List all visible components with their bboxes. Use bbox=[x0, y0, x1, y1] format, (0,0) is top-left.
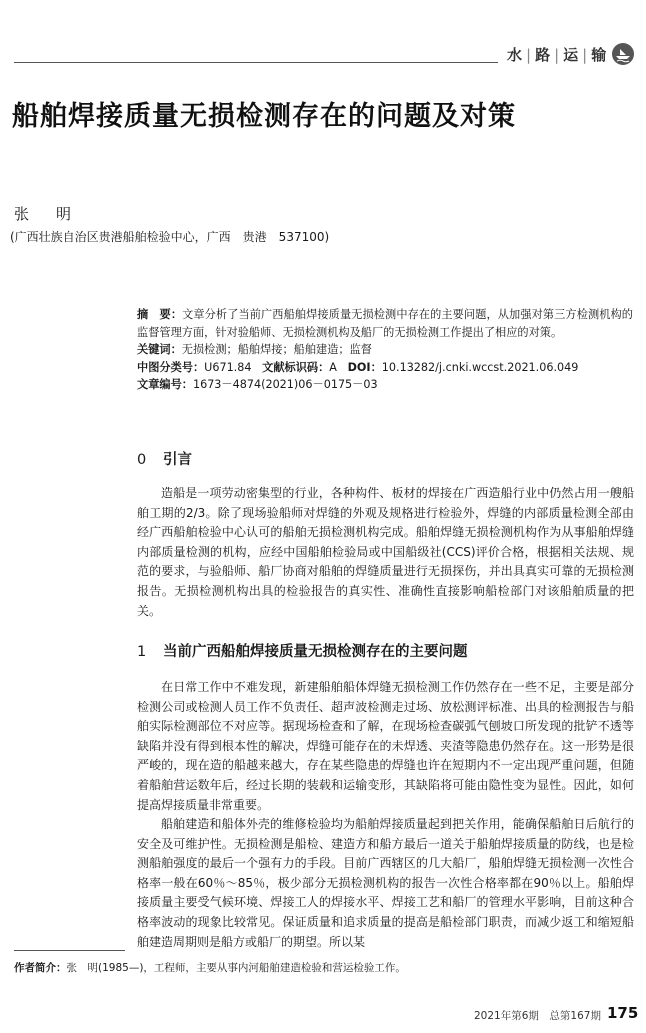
body-paragraph: 在日常工作中不难发现，新建船舶船体焊缝无损检测工作仍然存在一些不足，主要是部分检测公司或检测人员工作不负责任、超声波检测走过场、放松测评标准、出具的检测报告与船舶实际检测部位不对应等。据现场检查和了解，在现场检查碳弧气刨坡口所发现的批铲不透等缺陷并没有得到根本性的解决，焊缝可能存在的未焊透、夹渣等隐患仍然存在。这一形势是很严峻的，现在造的船越来越大，存在某些隐患的焊缝也许在短期内不一定出现严重问题，但随着船舶营运数年后，经过长期的装载和运输变形，其缺陷将可能由隐性变为显性。因此，如何提高焊接质量非常重要。 bbox=[137, 680, 634, 812]
article-title: 船舶焊接质量无损检测存在的问题及对策 bbox=[12, 101, 516, 132]
issue-info: 2021年第6期 总第167期 bbox=[474, 1010, 601, 1022]
footnote-text: 张 明(1985—)，工程师，主要从事内河船舶建造检验和营运检验工作。 bbox=[66, 962, 406, 974]
abstract bbox=[137, 306, 633, 341]
body-paragraph: 船舶建造和船体外壳的维修检验均为船舶焊接质量起到把关作用，能确保船舶日后航行的安全及可维护性。无损检测是船检、建造方和船方最后一道关于船舶焊接质量的防线，也是检测船舶强度的最后一个强有力的手段。目前广西辖区的几大船厂，船舶焊缝无损检测一次性合格率一般在60％～85％，极少部分无损检测机构的报告一次性合格率都在90％以上。船舶焊接质量主要受气候环境、焊接工人的焊接水平、焊接工艺和船厂的管理水平影响，目前这种合格率波动的现象比较常见。保证质量和追求质量的提高是船检部门职责，而减少返工和缩短船舶建造周期则是船方或船厂的期望。所以某 bbox=[137, 817, 634, 949]
abstract-text: 文章分析了当前广西船舶焊接质量无损检测中存在的主要问题，从加强对第三方检测机构的监督管理方面，针对验船师、无损检测机构及船厂的无损检测工作提出了相应的对策。 bbox=[137, 308, 633, 339]
body-paragraph: 造船是一项劳动密集型的行业，各种构件、板材的焊接在广西造船行业中仍然占用一艘船舶工期的2/3。除了现场验船师对焊缝的外观及规格进行检验外，焊缝的内部质量检测全部由经广西船舶检验中心认可的船舶无损检测机构完成。船舶焊缝无损检测机构作为从事船舶焊缝内部质量检测的机构，应经中国船舶检验局或中国船级社(CCS)评价合格，根据相关法规、规范的要求，与验船师、船厂协商对船舶的焊缝质量进行无损探伤，并出具真实可靠的无损检测报告。无损检测机构出具的检验报告的真实性、准确性直接影响船检部门对该船舶质量的把关。 bbox=[137, 486, 634, 618]
article-no-label: 文章编号： bbox=[137, 378, 193, 391]
ship-logo-icon bbox=[612, 43, 634, 65]
classification-line bbox=[137, 359, 633, 377]
keywords bbox=[137, 341, 633, 359]
footnote-rule bbox=[14, 950, 125, 951]
header-rule bbox=[14, 62, 498, 63]
author-affiliation: (广西壮族自治区贵港船舶检验中心，广西 贵港 537100) bbox=[10, 230, 330, 244]
keywords-text: 无损检测；船舶焊接；船舶建造；监督 bbox=[181, 343, 372, 356]
article-number-line bbox=[137, 376, 633, 394]
section-number: 1 bbox=[137, 644, 147, 660]
article-no-value: 1673－4874(2021)06－0175－03 bbox=[192, 378, 378, 391]
column-char: 水 bbox=[507, 46, 524, 64]
column-separator: | bbox=[554, 46, 561, 64]
footnote-label: 作者简介： bbox=[14, 962, 67, 974]
abstract-label: 摘 要： bbox=[137, 308, 183, 321]
column-char: 输 bbox=[591, 46, 608, 64]
section-title: 当前广西船舶焊接质量无损检测存在的主要问题 bbox=[163, 644, 468, 660]
section-number: 0 bbox=[137, 452, 147, 468]
page-number: 175 bbox=[607, 1004, 639, 1022]
author-name: 张 明 bbox=[14, 205, 78, 223]
section-heading bbox=[137, 640, 468, 661]
doi-value: 10.13282/j.cnki.wccst.2021.06.049 bbox=[381, 360, 579, 374]
clc-value: U671.84 bbox=[204, 360, 252, 374]
abstract-block bbox=[137, 306, 633, 394]
doc-code-value: A bbox=[329, 360, 337, 374]
section-title: 引言 bbox=[163, 452, 192, 468]
author-bio-footnote bbox=[14, 960, 406, 975]
column-char: 运 bbox=[563, 46, 580, 64]
doi-label: DOI： bbox=[347, 360, 382, 374]
column-separator: | bbox=[582, 46, 589, 64]
section-heading bbox=[137, 448, 192, 469]
column-separator: | bbox=[526, 46, 533, 64]
column-char: 路 bbox=[535, 46, 552, 64]
journal-column-name bbox=[507, 44, 607, 65]
clc-label: 中图分类号： bbox=[137, 360, 205, 374]
keywords-label: 关键词： bbox=[137, 343, 182, 356]
doc-code-label: 文献标识码： bbox=[262, 360, 330, 374]
